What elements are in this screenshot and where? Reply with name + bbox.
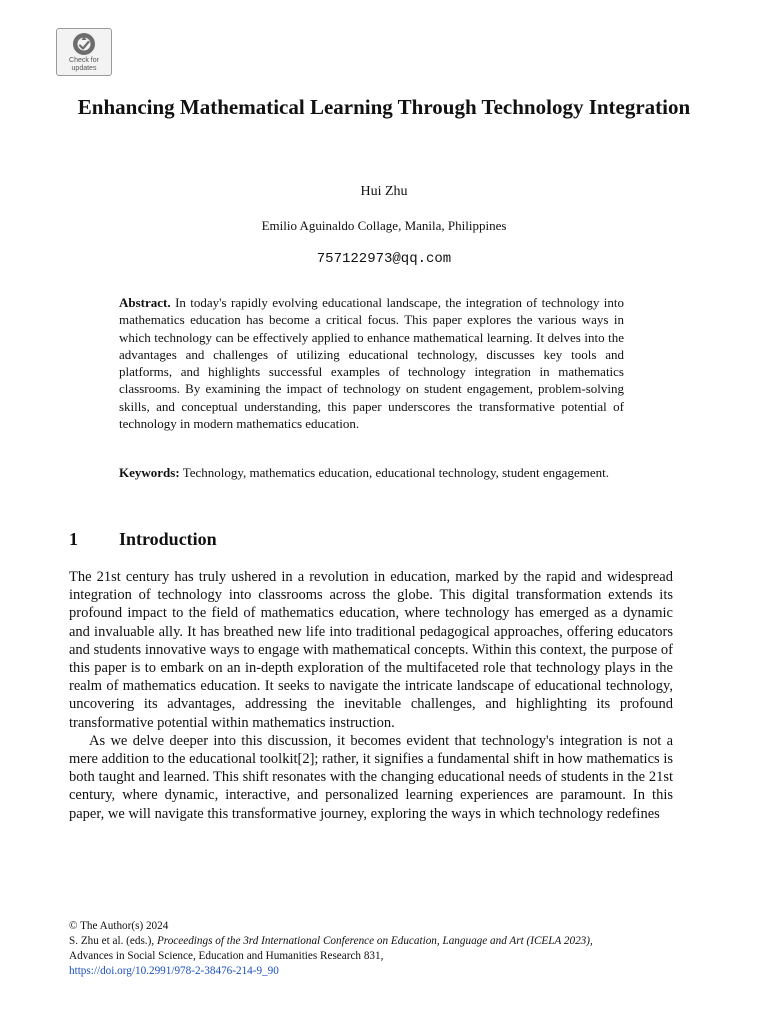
paragraph: The 21st century has truly ushered in a revolution in education, marked by the rapid and widespread integration of technology into classrooms across the globe. This digital transformation extends its profound impact to the field of mathematics education, where technology has emerged as a dynamic and invaluable ally. It has breathed new life into traditional pedagogical approaches, offering educators and students innovative ways to engage with mathematical concepts. Within this context, the purpose of this paper is to embark on an in-depth exploration of the multifaceted role that technology plays in the realm of mathematics education. It seeks to navigate the intricate landscape of educational technology, uncovering its advantages, addressing the inevitable challenges, and highlighting its profound transformative potential within mathematics instruction. — [69, 569, 673, 731]
badge-label-2: updates — [71, 65, 97, 72]
copyright-notice: © The Author(s) 2024 — [69, 920, 169, 932]
paragraph: As we delve deeper into this discussion, it becomes evident that technology's integration is not a mere addition to the educational toolkit[2]; rather, it signifies a fundamental shift in how mathematics is both taught and learned. This shift resonates with the changing educational needs of students in the 21st century, where dynamic, interactive, and personalized learning experiences are paramount. In this paper, we will navigate this transformative journey, exploring the ways in which technology redefines — [69, 732, 673, 822]
keywords-text: Technology, mathematics education, educational technology, student engagement. — [182, 465, 609, 480]
keywords — [119, 464, 624, 481]
citation-line — [69, 934, 689, 949]
author-email[interactable]: 757122973@qq.com — [316, 251, 452, 267]
proceedings-title: Proceedings of the 3rd International Conference on Education, Language and Art (ICELA 2023), — [156, 935, 593, 947]
abstract-label: Abstract. — [119, 295, 171, 310]
section-heading — [69, 527, 217, 551]
abstract — [119, 294, 624, 432]
paper-title: Enhancing Mathematical Learning Through Technology Integration — [77, 95, 691, 119]
abstract-text: In today's rapidly evolving educational landscape, the integration of technology into mathematics education has become a critical focus. This paper explores the various ways in which technology can be effectively applied to enhance mathematical learning. It delves into the advantages and challenges of utilizing educational technology, discusses key tools and platforms, and highlights successful examples of technology integration in mathematics classrooms. By examining the impact of technology on student engagement, problem-solving skills, and conceptual understanding, this paper underscores the transformative potential of technology in modern mathematics education. — [119, 295, 624, 432]
citation-prefix: S. Zhu et al. (eds.), — [69, 935, 155, 947]
author-name: Hui Zhu — [360, 184, 408, 199]
doi-link[interactable]: https://doi.org/10.2991/978-2-38476-214-9_90 — [69, 965, 279, 977]
check-for-updates-icon — [71, 32, 97, 56]
check-for-updates-badge[interactable] — [56, 28, 112, 76]
author-affiliation: Emilio Aguinaldo Collage, Manila, Philippines — [261, 218, 507, 233]
section-title: Introduction — [119, 529, 217, 549]
section-number: 1 — [69, 529, 78, 549]
section-body — [69, 568, 673, 823]
keywords-label: Keywords: — [119, 465, 180, 480]
badge-label-1: Check for — [69, 57, 99, 64]
series-line: Advances in Social Science, Education and Humanities Research 831, — [69, 950, 384, 962]
page-footer — [69, 919, 689, 979]
